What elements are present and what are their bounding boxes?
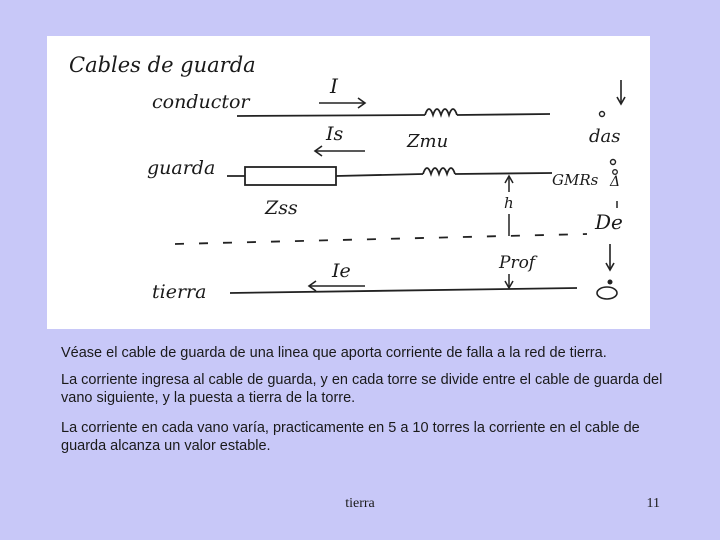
current-Is-arrow <box>315 146 365 156</box>
zmu-label: Zmu <box>407 131 449 152</box>
das-label: das <box>589 126 621 147</box>
sketch-drawing <box>47 36 650 329</box>
footer-label: tierra <box>345 496 375 511</box>
depth-arrow <box>505 274 513 288</box>
zss-label: Zss <box>265 197 298 219</box>
sketch-title: Cables de guarda <box>69 53 256 77</box>
guard-cable-sketch <box>47 36 650 329</box>
conductor-point <box>600 112 605 117</box>
das-point <box>611 160 616 165</box>
earth-label: tierra <box>152 281 207 303</box>
paragraph-current-division: La corriente ingresa al cable de guarda, y en cada torre se divide entre el cable de guarda del vano siguiente, y la puesta a tierra de la torre. <box>61 372 663 406</box>
guard-label: guarda <box>147 157 216 179</box>
current-Is-label: Is <box>326 123 344 145</box>
das-arrow <box>617 80 625 104</box>
current-Ie-arrow <box>309 281 365 291</box>
earth-line <box>230 288 577 293</box>
depth-label: Prof <box>499 253 536 273</box>
paragraph-intro: Véase el cable de guarda de una linea que aporta corriente de falla a la red de tierra. <box>61 345 607 361</box>
guard-cable-line <box>227 167 552 185</box>
current-I-label: I <box>330 74 338 98</box>
current-Ie-label: Ie <box>332 260 351 282</box>
conductor-line <box>237 109 550 116</box>
page-number: 11 <box>646 496 660 511</box>
svg-text:Δ: Δ <box>610 174 621 190</box>
gmrs-label: GMRs <box>552 171 599 189</box>
conductor-label: conductor <box>152 91 250 113</box>
ground-reference-dashed-line <box>175 234 587 244</box>
earth-point <box>597 287 617 299</box>
de-arrow <box>606 244 614 270</box>
de-label: De <box>595 210 623 234</box>
paragraph-current-stabilization: La corriente en cada vano varía, practicamente en 5 a 10 torres la corriente en el cable de guarda alcanza un valor estable. <box>61 420 640 454</box>
current-I-arrow <box>319 98 365 108</box>
height-label: h <box>504 194 514 212</box>
